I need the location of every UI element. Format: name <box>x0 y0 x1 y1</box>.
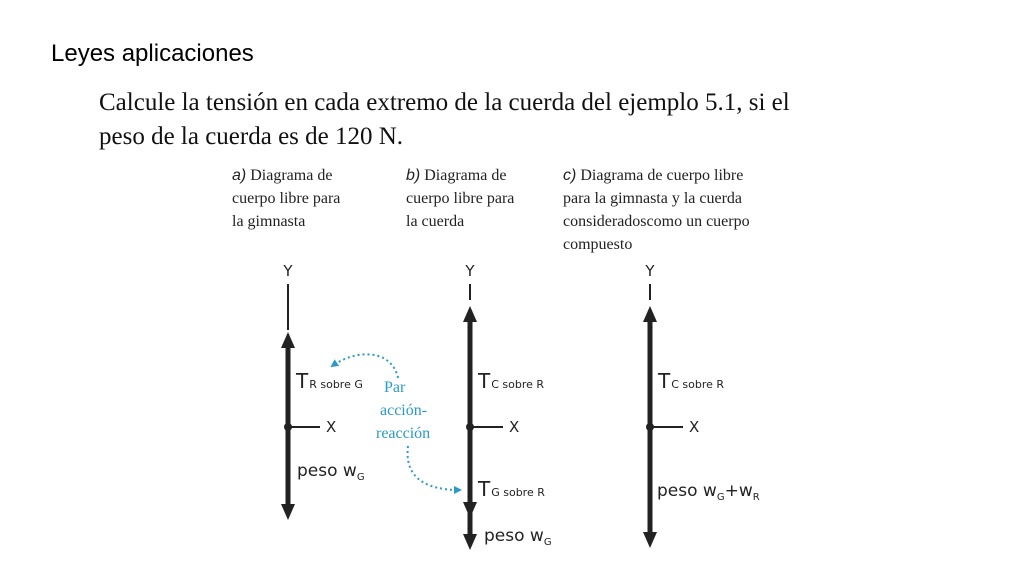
force-label-b-tension <box>477 477 545 501</box>
caption-b-line-1: Diagrama de <box>420 167 507 184</box>
x-axis-label-a: X <box>326 418 337 436</box>
panel-b-letter: b) <box>406 167 421 184</box>
dotted-arrow-lower <box>408 446 460 490</box>
force-c-up-sub: C sobre R <box>671 378 725 391</box>
y-axis-label-b: Y <box>465 262 475 280</box>
force-label-c-up <box>657 369 724 393</box>
force-label-a-down <box>297 461 365 483</box>
annotation-line-1: Par <box>384 379 406 396</box>
diagram-b <box>463 262 552 550</box>
caption-a-line-1: Diagrama de <box>246 167 333 184</box>
panel-c-letter: c) <box>563 167 577 184</box>
panel-a-letter: a) <box>232 167 247 184</box>
caption-c-line-3: consideradoscomo un cuerpo <box>563 213 750 230</box>
force-c-up-main: T <box>658 369 671 393</box>
force-c-down-main: peso w <box>657 481 717 501</box>
origin-point-a <box>284 423 292 431</box>
force-b-weight-main: peso w <box>484 526 544 546</box>
annotation-line-2: acción- <box>380 402 428 419</box>
caption-c-line-4: compuesto <box>563 236 633 253</box>
caption-c-line-1: Diagrama de cuerpo libre <box>576 167 744 184</box>
force-b-tension-main: T <box>478 477 491 501</box>
caption-a-line-2: cuerpo libre para <box>232 190 341 207</box>
caption-a-line-3: la gimnasta <box>232 213 306 230</box>
caption-c-line-2: para la gimnasta y la cuerda <box>563 190 743 207</box>
force-b-tension-sub: G sobre R <box>491 486 545 499</box>
arrowhead-down-a <box>281 504 295 520</box>
force-label-c-down <box>657 481 760 503</box>
arrowhead-up-a <box>281 332 295 348</box>
annotation-line-3: reacción <box>376 425 431 442</box>
x-axis-label-c: X <box>689 418 700 436</box>
force-b-weight-sub: G <box>543 537 552 548</box>
force-b-up-sub: C sobre R <box>491 378 545 391</box>
diagram-a <box>281 262 365 520</box>
force-a-up-sub: R sobre G <box>309 378 363 391</box>
problem-line-1: Calcule la tensión en cada extremo de la cuerda del ejemplo 5.1, si el <box>99 89 790 116</box>
force-c-down-sub2: R <box>752 492 760 503</box>
origin-point-b <box>466 423 474 431</box>
x-axis-label-b: X <box>509 418 520 436</box>
caption-b-line-3: la cuerda <box>406 213 465 230</box>
force-label-b-weight <box>484 526 552 548</box>
arrowhead-up-b <box>463 306 477 322</box>
y-axis-label-c: Y <box>645 262 655 280</box>
dotted-arrow-upper <box>332 354 398 378</box>
force-a-up-main: T <box>296 369 309 393</box>
force-label-b-up <box>477 369 544 393</box>
problem-line-2: peso de la cuerda es de 120 N. <box>99 123 404 150</box>
arrowhead-tension-b <box>463 502 477 518</box>
force-a-down-sub: G <box>356 472 365 483</box>
force-b-up-main: T <box>478 369 491 393</box>
force-c-down-plus: +w <box>724 481 753 501</box>
slide-title: Leyes aplicaciones <box>51 40 254 67</box>
force-c-down-sub1: G <box>716 492 725 503</box>
caption-b-line-2: cuerpo libre para <box>406 190 515 207</box>
diagram-c <box>643 262 760 548</box>
force-a-down-main: peso w <box>297 461 357 481</box>
arrowhead-up-c <box>643 306 657 322</box>
origin-point-c <box>646 423 654 431</box>
y-axis-label-a: Y <box>283 262 293 280</box>
force-label-a-up <box>295 369 363 393</box>
arrowhead-down-c <box>643 532 657 548</box>
arrowhead-weight-b <box>463 534 477 550</box>
